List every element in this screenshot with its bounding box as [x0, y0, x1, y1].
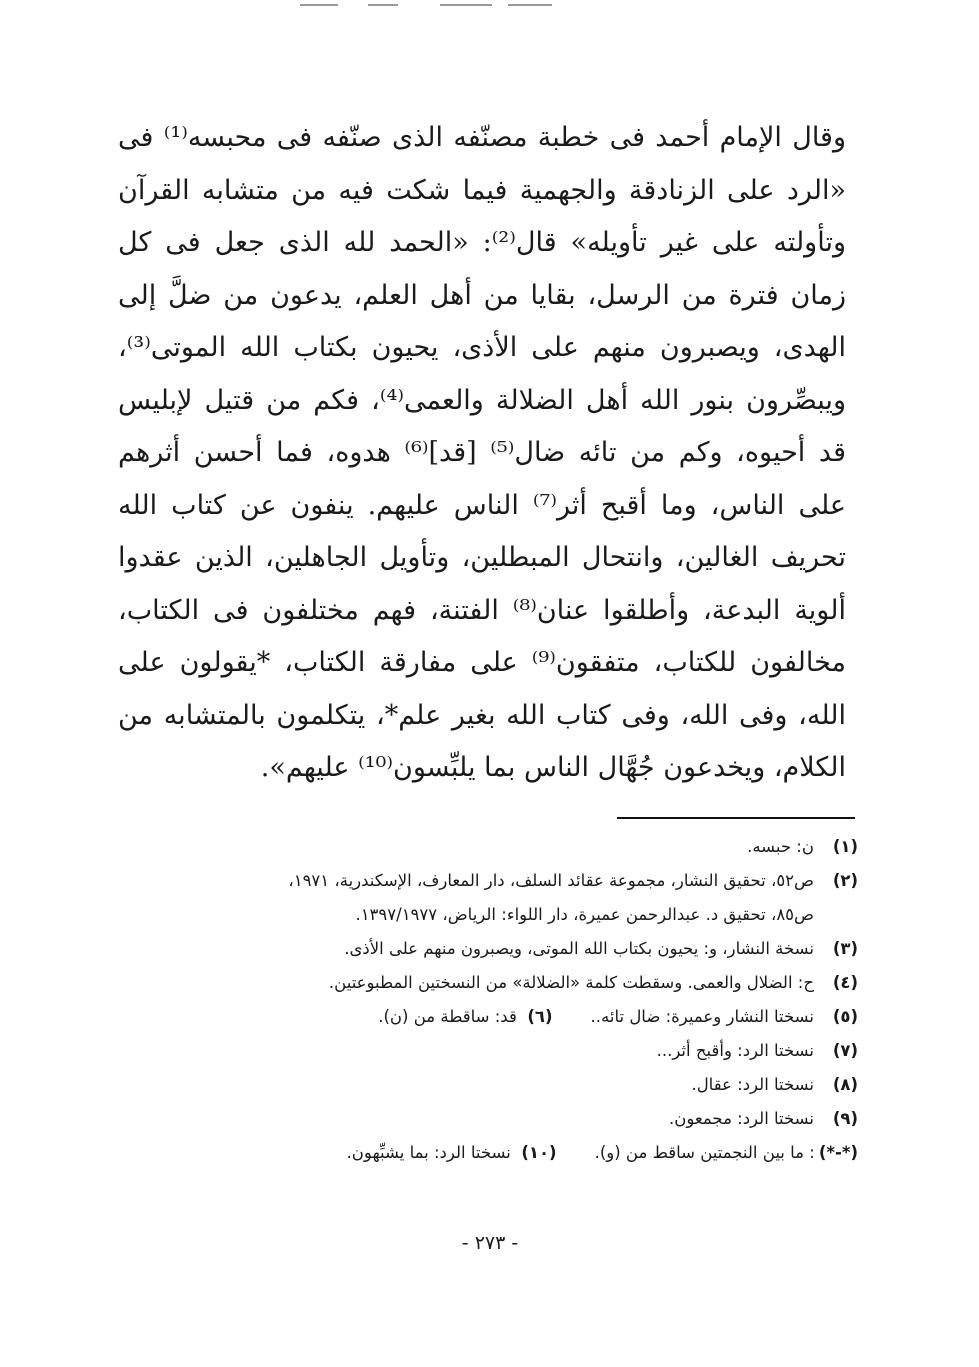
- scan-artifact: [300, 4, 338, 6]
- footnote-text-part: نسختا النشار وعميرة: ضال تائه..: [590, 1007, 814, 1026]
- footnote-number: (١): [832, 837, 858, 856]
- page-number: - ٢٧٣ -: [461, 1232, 519, 1254]
- footnote-number: (٣): [832, 939, 858, 958]
- footnote: [150, 1102, 858, 1136]
- footnote: [150, 1068, 858, 1102]
- footnote: [150, 864, 858, 898]
- footnote: [150, 1034, 858, 1068]
- footnote-text: نسختا الرد: وأقبح أثر...: [656, 1041, 814, 1060]
- scan-artifact: [508, 4, 552, 6]
- footnote-separator: [617, 817, 855, 819]
- footnote: [150, 1000, 858, 1034]
- footnote-text: نسخة النشار، و: يحيون بكتاب الله الموتى، ويصبرون منهم على الأذى.: [344, 939, 814, 958]
- scan-artifact: [440, 4, 492, 6]
- scan-artifact: [368, 4, 398, 6]
- footnote-text: نسختا الرد: مجمعون.: [669, 1109, 814, 1128]
- footnote-number: (٩): [832, 1109, 858, 1128]
- footnote: [150, 932, 858, 966]
- footnote-text-part: : ما بين النجمتين ساقط من (و).: [594, 1143, 815, 1162]
- footnote-text: [150, 1000, 814, 1034]
- footnote: [150, 830, 858, 864]
- footnote-text-part: قد: ساقطة من (ن).: [378, 1007, 517, 1026]
- footnote-number: (٦): [527, 1007, 553, 1026]
- footnote-number: (٢): [832, 871, 858, 890]
- footnote-number: (٥): [832, 1007, 858, 1026]
- footnote-number: (٤): [832, 973, 858, 992]
- footnote-text: ح: الضلال والعمى. وسقطت كلمة «الضلالة» من النسختين المطبوعتين.: [328, 973, 814, 992]
- footnote-continuation: [150, 898, 858, 932]
- footnote: [150, 966, 858, 1000]
- footnote-number: (١٠): [521, 1143, 557, 1162]
- footnote: [150, 1136, 858, 1170]
- footnote-text: ص٥٢، تحقيق النشار، مجموعة عقائد السلف، دار المعارف، الإسكندرية، ١٩٧١،: [288, 871, 814, 890]
- footnote-text: ن: حبسه.: [747, 837, 814, 856]
- footnote-number: (*-*): [818, 1143, 858, 1162]
- footnote-number: [814, 898, 858, 932]
- footnote-text: نسختا الرد: عقال.: [691, 1075, 814, 1094]
- footnote-number: (٧): [832, 1041, 858, 1060]
- footnote-text: ص٨٥، تحقيق د. عبدالرحمن عميرة، دار اللواء: الرياض، ١٣٩٧/١٩٧٧.: [355, 905, 814, 924]
- main-paragraph: وقال الإمام أحمد فى خطبة مصنّفه الذى صنّفه فى محبسه⁽¹⁾ فى «الرد على الزنادقة والجهمية فيما شكت فيه من متشابه القرآن وتأولته على غير تأويله» قال⁽²⁾: «الحمد لله الذى جعل فى كل زمان فترة من الرسل، بقايا من أهل العلم، يدعون من ضلَّ إلى الهدى، ويصبرون منهم على الأذى، يحيون بكتاب الله الموتى⁽³⁾، ويبصِّرون بنور الله أهل الضلالة والعمى⁽⁴⁾، فكم من قتيل لإبليس قد أحيوه، وكم من تائه ضال⁽⁵⁾ [قد]⁽⁶⁾ هدوه، فما أحسن أثرهم على الناس، وما أقبح أثر⁽⁷⁾ الناس عليهم. ينفون عن كتاب الله تحريف الغالين، وانتحال المبطلين، وتأويل الجاهلين، الذين عقدوا ألوية البدعة، وأطلقوا عنان⁽⁸⁾ الفتنة، فهم مختلفون فى الكتاب، مخالفون للكتاب، متفقون⁽⁹⁾ على مفارقة الكتاب، *يقولون على الله، وفى الله، وفى كتاب الله بغير علم*، يتكلمون بالمتشابه من الكلام، ويخدعون جُهَّال الناس بما يلبِّسون⁽¹⁰⁾ عليهم».: [118, 122, 847, 783]
- footnote-text: [150, 1136, 815, 1170]
- footnote-text-part: نسختا الرد: بما يشبِّهون.: [346, 1143, 511, 1162]
- footnote-number: (٨): [832, 1075, 858, 1094]
- footnotes-list: [150, 830, 858, 1170]
